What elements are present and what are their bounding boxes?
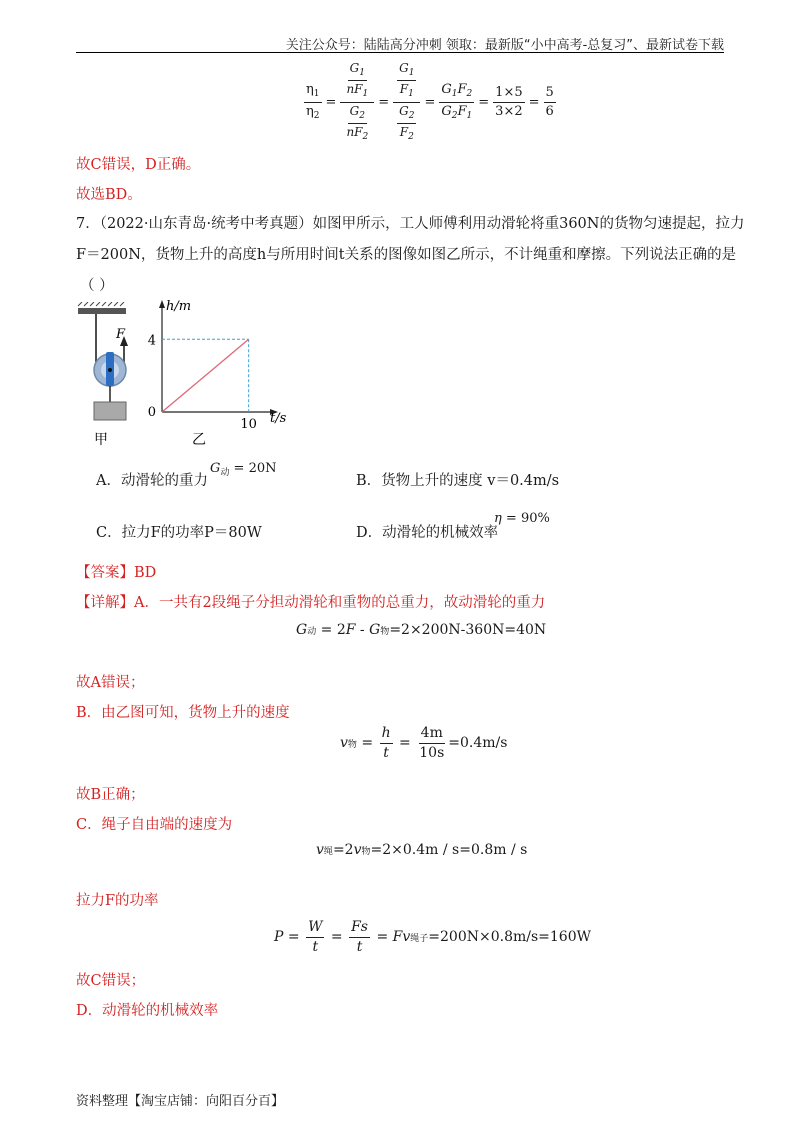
result-c: 故C错误； (76, 973, 146, 989)
x-axis-label: t/s (270, 411, 287, 426)
option-a-text: A．动滑轮的重力 (96, 473, 208, 489)
page-footer: 资料整理【淘宝店铺：向阳百分百】 (76, 1094, 285, 1109)
detail-a: 【详解】A．一共有2段绳子分担动滑轮和重物的总重力，故动滑轮的重力 (76, 595, 546, 611)
detail-c: C．绳子自由端的速度为 (76, 817, 233, 833)
detail-d: D．动滑轮的机械效率 (76, 1003, 219, 1019)
pulley-axle (108, 368, 112, 372)
option-d: D．动滑轮的机械效率 (356, 525, 499, 541)
question-stem-1: （2022·山东青岛·统考中考真题）如图甲所示，工人师傅利用动滑轮将重360N的货物匀速提起，拉力 (99, 216, 745, 232)
h-t-graph (140, 300, 290, 450)
equation-b: v 物 = $\frac{h}{t}$ = $\frac{4m}{10s}$ =0.4m/s (340, 725, 508, 761)
equation-power: P = $\frac{W}{t}$ = $\frac{Fs}{t}$ = Fv 绳子 =200N×0.8m/s=160W (274, 919, 591, 955)
cargo-weight (94, 402, 126, 420)
result-b: 故B正确； (76, 787, 145, 803)
power-intro: 拉力F的功率 (76, 893, 159, 909)
ceiling-bar (78, 308, 126, 314)
detail-b: B．由乙图可知，货物上升的速度 (76, 705, 290, 721)
series-line (162, 339, 249, 412)
question-number: 7． (76, 216, 100, 232)
option-b: B．货物上升的速度 v＝0.4m/s (356, 473, 560, 489)
equation-a: G 动 = 2 F - G 物 =2×200N-360N=40N (296, 622, 547, 638)
answer-blank: （ ） (80, 278, 114, 294)
eta-ratio-formula: $\frac{\eta_1}{\eta_2}$ = $\frac{\frac{G_1}{nF_1}}{\frac{G_2}{nF_2}}$ = $\frac{\frac{G_1}{F_1}}{\frac{G_2}{F_2}}$ = $\frac{G_1F_2}{G_2F_1}$ = $\frac{1\times 5}{3\times 2}$ = $\frac{5}{6}$ (306, 61, 554, 143)
option-a (96, 474, 208, 489)
page-header: 关注公众号：陆陆高分冲刺 领取：最新版“小中高考-总复习”、最新试卷下载 (285, 38, 724, 53)
y-tick-label: 4 (147, 333, 156, 349)
option-d-formula: η = 90% (494, 511, 550, 526)
y-axis-label: h/m (166, 300, 192, 314)
x-tick-label: 10 (240, 417, 257, 432)
force-label: F (116, 327, 126, 342)
origin-label: 0 (147, 405, 156, 420)
figure-label-yi: 乙 (192, 432, 206, 448)
option-a-formula: $G_动 = 20N$ (210, 461, 277, 478)
question-stem-2: F＝200N，货物上升的高度h与所用时间t关系的图像如图乙所示，不计绳重和摩擦。下列说法正确的是 (76, 247, 737, 263)
header-divider (76, 52, 724, 53)
ceiling-hatch (78, 302, 124, 306)
figure-label-jia: 甲 (94, 432, 108, 448)
question-line-1 (76, 217, 744, 232)
equation-power-result: =200N×0.8m/s=160W (428, 929, 591, 946)
equation-b-result: =0.4m/s (448, 735, 508, 752)
result-a: 故A错误； (76, 675, 145, 691)
option-c: C．拉力F的功率P＝80W (96, 525, 262, 541)
answer-label: 【答案】BD (76, 565, 157, 581)
y-axis-arrow-icon (159, 300, 165, 308)
prev-conclusion: 故C错误，D正确。 (76, 157, 201, 173)
prev-choice: 故选BD。 (76, 187, 142, 203)
equation-c: v 绳 =2 v 物 =2×0.4m / s=0.8m / s (316, 842, 528, 858)
